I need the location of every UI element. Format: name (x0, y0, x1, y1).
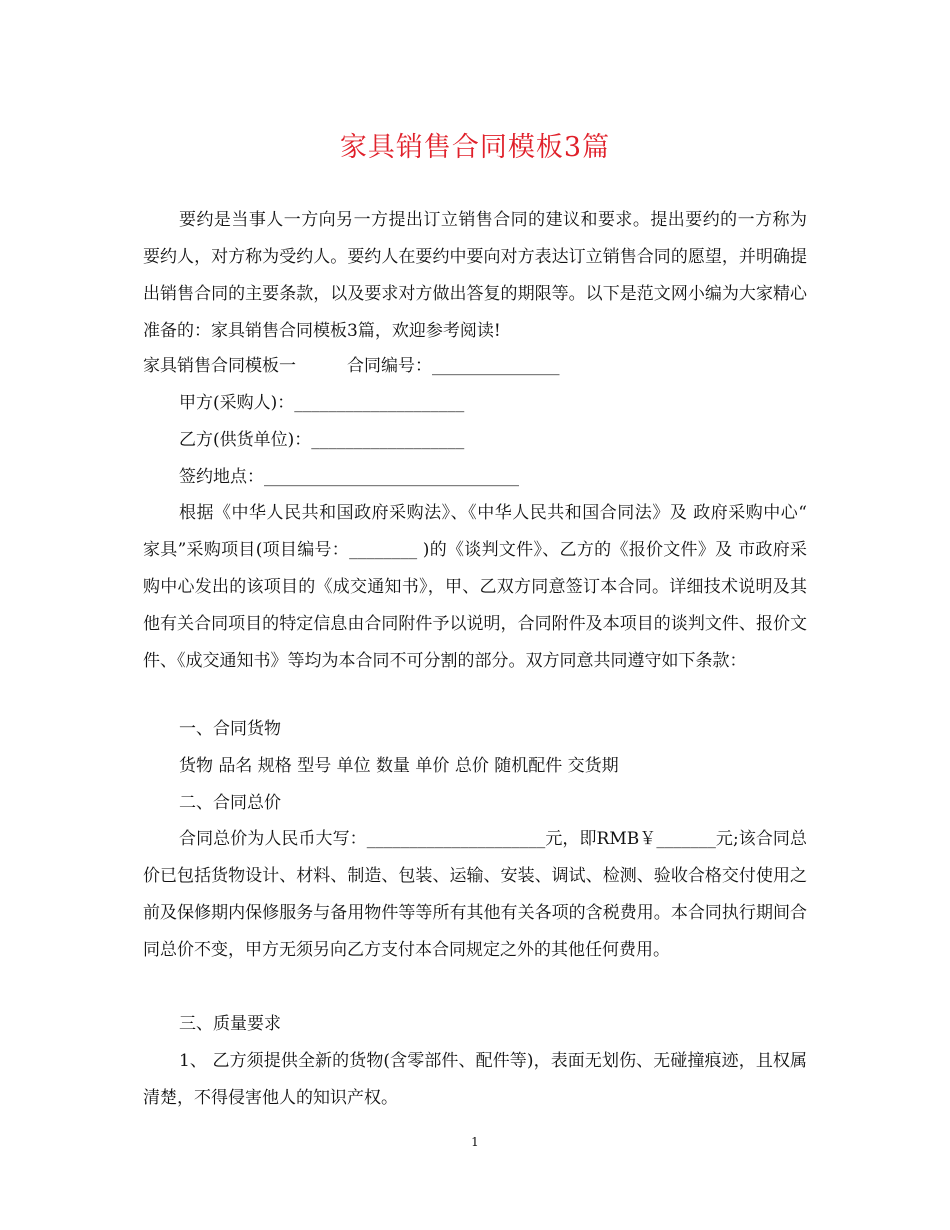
goods-columns-line: 货物 品名 规格 型号 单位 数量 单价 总价 随机配件 交货期 (179, 756, 619, 776)
page-number: 1 (471, 1135, 479, 1149)
basis-paragraph: 根据《中华人民共和国政府采购法》、《中华人民共和国合同法》及 政府采购中心“ 家具”采购项目(项目编号：________ )的《谈判文件》、乙方的《报价文件》及 市政府采购中心发出的该项目的《成交通知书》，甲、乙双方同意签订本合同。详细技术说明及其他有关合同项目的特定信息由合同附件予以说明，合同附件及本项目的谈判文件、报价文件、《成交通知书》等均为本合同不可分割的部分。双方同意共同遵守如下条款： (143, 503, 807, 671)
quality-item-1: 1、 乙方须提供全新的货物(含零部件、配件等)，表面无划伤、无碰撞痕迹，且权属清楚，不得侵害他人的知识产权。 (143, 1051, 807, 1108)
contract-number-field: 合同编号：_______________ (347, 356, 560, 376)
section-heading-total-price: 二、合同总价 (179, 793, 281, 813)
total-price-paragraph: 合同总价为人民币大写：_____________________元，即RMB￥_______元;该合同总价已包括货物设计、材料、制造、包装、运输、安装、调试、检测、验收合格交付使用之前及保修期内保修服务与备用物件等等所有其他有关各项的含税费用。本合同执行期间合同总价不变，甲方无须另向乙方支付本合同规定之外的其他任何费用。 (143, 829, 807, 960)
template-heading: 家具销售合同模板一 (143, 356, 296, 376)
section-heading-quality: 三、质量要求 (179, 1014, 281, 1034)
party-b-field: 乙方(供货单位)：__________________ (179, 430, 465, 450)
party-a-field: 甲方(采购人)：____________________ (179, 393, 465, 413)
signing-place-field: 签约地点：______________________________ (179, 467, 519, 487)
document-title: 家具销售合同模板3篇 (339, 132, 611, 163)
section-heading-goods: 一、合同货物 (179, 719, 281, 739)
intro-paragraph: 要约是当事人一方向另一方提出订立销售合同的建议和要求。提出要约的一方称为要约人，对方称为受约人。要约人在要约中要向对方表达订立销售合同的愿望，并明确提出销售合同的主要条款，以及要求对方做出答复的期限等。以下是范文网小编为大家精心准备的：家具销售合同模板3篇，欢迎参考阅读! (143, 210, 807, 341)
